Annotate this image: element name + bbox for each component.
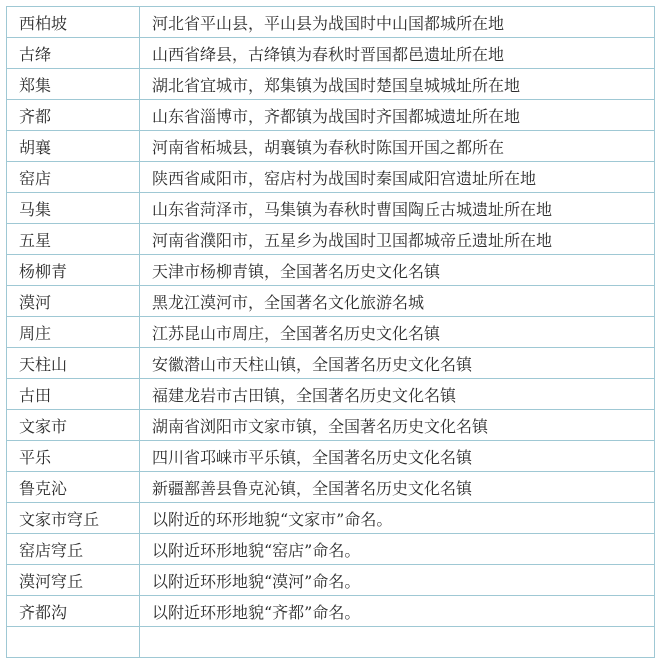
table-row [7, 317, 655, 348]
place-description-cell: 福建龙岩市古田镇，全国著名历史文化名镇 [140, 379, 655, 410]
place-name-cell: 鲁克沁 [7, 472, 140, 503]
place-description-cell: 江苏昆山市周庄，全国著名历史文化名镇 [140, 317, 655, 348]
table-row [7, 441, 655, 472]
place-name-cell [7, 627, 140, 658]
place-name-cell: 五星 [7, 224, 140, 255]
place-description-cell: 河南省柘城县，胡襄镇为春秋时陈国开国之都所在 [140, 131, 655, 162]
place-description-cell: 山东省菏泽市，马集镇为春秋时曹国陶丘古城遗址所在地 [140, 193, 655, 224]
table-row [7, 100, 655, 131]
place-name-cell: 文家市穹丘 [7, 503, 140, 534]
place-description-cell: 天津市杨柳青镇，全国著名历史文化名镇 [140, 255, 655, 286]
table-row [7, 162, 655, 193]
place-name-cell: 齐都沟 [7, 596, 140, 627]
table-row [7, 596, 655, 627]
place-name-cell: 窑店穹丘 [7, 534, 140, 565]
place-description-cell: 河北省平山县，平山县为战国时中山国都城所在地 [140, 7, 655, 38]
table-row [7, 131, 655, 162]
place-description-cell: 山西省绛县，古绛镇为春秋时晋国都邑遗址所在地 [140, 38, 655, 69]
table-row [7, 503, 655, 534]
place-description-cell: 陕西省咸阳市，窑店村为战国时秦国咸阳宫遗址所在地 [140, 162, 655, 193]
table-row [7, 472, 655, 503]
table-row [7, 379, 655, 410]
table-row [7, 286, 655, 317]
table-row [7, 69, 655, 100]
place-description-cell: 以附近的环形地貌“文家市”命名。 [140, 503, 655, 534]
table-row [7, 410, 655, 441]
place-description-cell: 湖北省宜城市，郑集镇为战国时楚国皇城城址所在地 [140, 69, 655, 100]
place-name-cell: 古绛 [7, 38, 140, 69]
table-row [7, 255, 655, 286]
table-row [7, 565, 655, 596]
place-description-cell: 四川省邛崃市平乐镇，全国著名历史文化名镇 [140, 441, 655, 472]
table-row [7, 7, 655, 38]
place-name-cell: 天柱山 [7, 348, 140, 379]
table-row [7, 193, 655, 224]
place-description-cell: 以附近环形地貌“齐都”命名。 [140, 596, 655, 627]
place-name-cell: 齐都 [7, 100, 140, 131]
place-description-cell [140, 627, 655, 658]
place-name-table [6, 6, 655, 658]
place-description-cell: 以附近环形地貌“窑店”命名。 [140, 534, 655, 565]
place-name-cell: 平乐 [7, 441, 140, 472]
place-name-cell: 窑店 [7, 162, 140, 193]
place-name-cell: 马集 [7, 193, 140, 224]
place-name-cell: 杨柳青 [7, 255, 140, 286]
place-name-cell: 古田 [7, 379, 140, 410]
place-name-cell: 漠河 [7, 286, 140, 317]
place-name-cell: 西柏坡 [7, 7, 140, 38]
place-description-cell: 以附近环形地貌“漠河”命名。 [140, 565, 655, 596]
place-description-cell: 安徽潜山市天柱山镇，全国著名历史文化名镇 [140, 348, 655, 379]
place-name-cell: 郑集 [7, 69, 140, 100]
place-name-cell: 胡襄 [7, 131, 140, 162]
place-description-cell: 湖南省浏阳市文家市镇，全国著名历史文化名镇 [140, 410, 655, 441]
table-row [7, 224, 655, 255]
table-row [7, 534, 655, 565]
place-description-cell: 新疆鄯善县鲁克沁镇，全国著名历史文化名镇 [140, 472, 655, 503]
place-description-cell: 河南省濮阳市，五星乡为战国时卫国都城帝丘遗址所在地 [140, 224, 655, 255]
table-row [7, 627, 655, 658]
place-description-cell: 山东省淄博市，齐都镇为战国时齐国都城遗址所在地 [140, 100, 655, 131]
place-name-cell: 周庄 [7, 317, 140, 348]
table-row [7, 38, 655, 69]
place-name-cell: 漠河穹丘 [7, 565, 140, 596]
place-name-cell: 文家市 [7, 410, 140, 441]
table-row [7, 348, 655, 379]
place-description-cell: 黑龙江漠河市，全国著名文化旅游名城 [140, 286, 655, 317]
table-body [7, 7, 655, 658]
